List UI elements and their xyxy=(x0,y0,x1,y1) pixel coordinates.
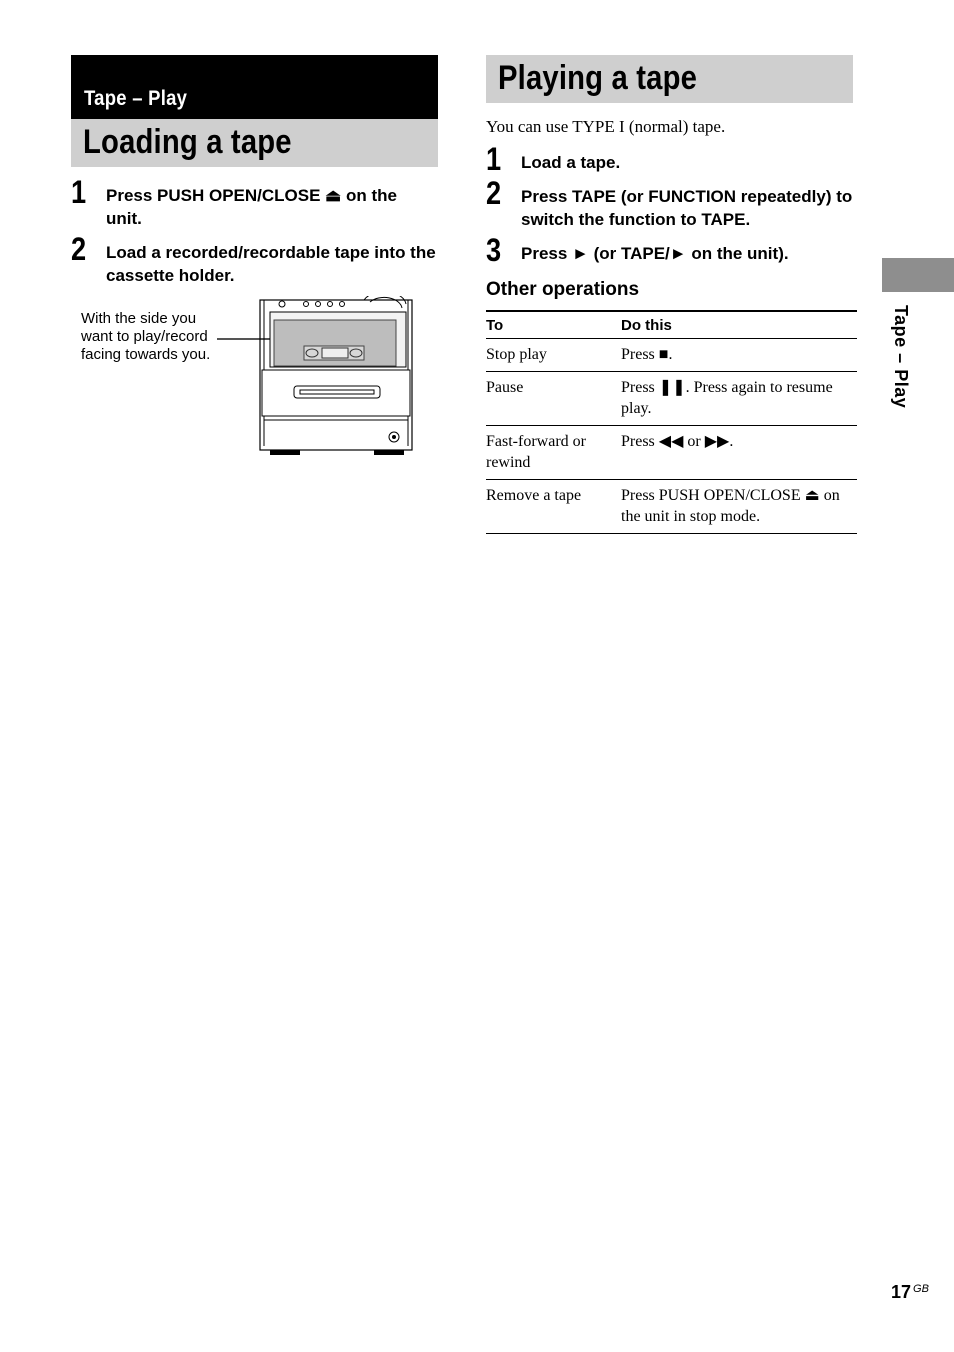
operations-table xyxy=(486,310,857,534)
table-row xyxy=(486,426,857,480)
table-cell: Press ◀◀ or ▶▶. xyxy=(621,426,857,480)
table-cell: Press ■. xyxy=(621,339,857,372)
table-row xyxy=(486,372,857,426)
table-row xyxy=(486,480,857,534)
right-step-1-number: 1 xyxy=(486,141,502,177)
right-step-2-number: 2 xyxy=(486,175,502,211)
left-step-1-number: 1 xyxy=(71,174,87,210)
loading-title-box xyxy=(71,119,438,167)
right-step-2-text: Press TAPE (or FUNCTION repeatedly) to switch the function to TAPE. xyxy=(521,187,853,229)
left-step-2-number: 2 xyxy=(71,231,87,267)
side-tab-label: Tape – Play xyxy=(891,305,911,409)
table-header-row xyxy=(486,311,857,339)
right-step-3-number: 3 xyxy=(486,232,502,268)
playing-title: Playing a tape xyxy=(498,59,698,97)
table-cell: Remove a tape xyxy=(486,480,621,534)
table-cell: Stop play xyxy=(486,339,621,372)
playing-title-box xyxy=(486,55,853,103)
page-number-suffix: GB xyxy=(913,1283,929,1295)
side-tab-marker xyxy=(882,258,954,292)
section-label: Tape – Play xyxy=(84,87,188,110)
left-step-2-text: Load a recorded/recordable tape into the cassette holder. xyxy=(106,243,436,285)
callout-text: With the side you want to play/record facing towards you. xyxy=(81,310,211,363)
page-number xyxy=(891,1282,929,1303)
table-cell: Press ❚❚. Press again to resume play. xyxy=(621,372,857,426)
right-step-3-text: Press ► (or TAPE/► on the unit). xyxy=(521,244,789,263)
table-row xyxy=(486,339,857,372)
left-step-1-text: Press PUSH OPEN/CLOSE ⏏ on the unit. xyxy=(106,186,397,228)
page-number-value: 17 xyxy=(891,1282,912,1302)
column-header-do-this: Do this xyxy=(621,311,857,339)
column-header-to: To xyxy=(486,311,621,339)
table-cell: Press PUSH OPEN/CLOSE ⏏ on the unit in stop mode. xyxy=(621,480,857,534)
other-operations-heading: Other operations xyxy=(486,279,640,300)
loading-title: Loading a tape xyxy=(83,123,292,161)
cassette-unit-illustration xyxy=(214,296,420,458)
right-step-1-text: Load a tape. xyxy=(521,153,621,172)
intro-text: You can use TYPE I (normal) tape. xyxy=(486,117,726,136)
table-cell: Pause xyxy=(486,372,621,426)
section-header-bar xyxy=(71,55,438,119)
table-cell: Fast-forward or rewind xyxy=(486,426,621,480)
